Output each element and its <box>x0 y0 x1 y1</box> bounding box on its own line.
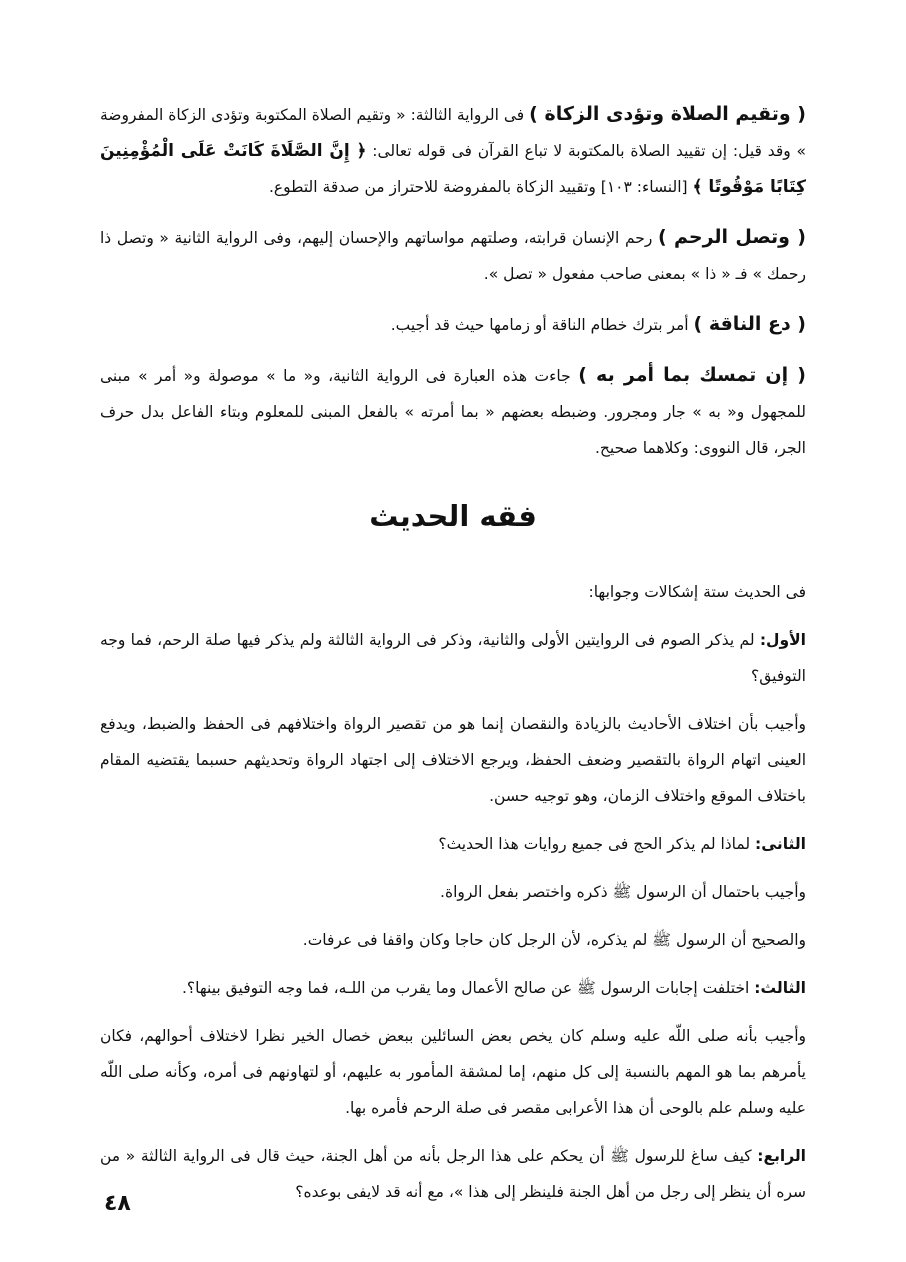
section-title: فقه الحديث <box>369 499 537 533</box>
paragraph-hold-fast <box>100 357 806 466</box>
term-hold-fast: ( إن تمسك بما أمر به ) <box>578 364 806 386</box>
second-label: الثانى: <box>755 835 806 853</box>
first-answer: وأجيب بأن اختلاف الأحاديث بالزيادة والنقصان إنما هو من تقصير الرواة واختلافهم فى الحفظ والضبط، ويدفع العينى اتهام الرواة بالتقصير وضعف الحفظ، ويرجع الاختلاف إلى اجتهاد الرواة وتحديثهم حسبما يقتضيه المقام باختلاف الموقع واختلاف الزمان، وهو توجيه حسن. <box>100 715 806 805</box>
third-question <box>100 970 806 1006</box>
paragraph-text: رحم الإنسان قرابته، وصلتهم مواساتهم والإحسان إليهم، وفى الرواية الثانية « وتصل ذا رحمك » فـ « ذا » بمعنى صاحب مفعول « تصل ». <box>100 229 806 283</box>
second-answer-1: وأجيب باحتمال أن الرسول ﷺ ذكره واختصر بفعل الرواة. <box>440 883 806 901</box>
paragraph-text: فى الرواية الثالثة: « وتقيم الصلاة المكتوبة وتؤدى الزكاة المفروضة » وقد قيل: إن تقييد الصلاة بالمكتوبة لا تباع القرآن فى قوله تعالى: <box>100 106 806 160</box>
third-label: الثالث: <box>754 979 806 997</box>
paragraph-text: [النساء: ١٠٣] وتقييد الزكاة بالمفروضة للاحتراز من صدقة التطوع. <box>268 178 693 196</box>
third-answer: وأجيب بأنه صلى اللّه عليه وسلم كان يخص بعض السائلين ببعض خصال الخير نظرا لاختلاف أحوالهم، فكان يأمرهم بما هو المهم بالنسبة إلى كل منهم، إما لمشقة المأمور به عليهم، أو لتهاونهم فى أمره، وكأنه صلى اللّه عليه وسلم علم بالوحى أن هذا الأعرابى مقصر فى صلة الرحم فأمره بها. <box>100 1027 806 1117</box>
paragraph-prayer-zakat <box>100 96 806 205</box>
second-question <box>100 826 806 862</box>
question-text: لم يذكر الصوم فى الروايتين الأولى والثانية، وذكر فى الرواية الثالثة ولم يذكر فيها صلة الرحم، فما وجه التوفيق؟ <box>100 631 806 685</box>
term-camel: ( دع الناقة ) <box>693 313 806 335</box>
question-text: لماذا لم يذكر الحج فى جميع روايات هذا الحديث؟ <box>438 835 756 853</box>
second-answer-2: والصحيح أن الرسول ﷺ لم يذكره، لأن الرجل كان حاجا وكان واقفا فى عرفات. <box>302 931 806 949</box>
question-text: اختلفت إجابات الرسول ﷺ عن صالح الأعمال وما يقرب من اللـه، فما وجه التوفيق بينها؟. <box>182 979 755 997</box>
quran-verse: ﴿ إِنَّ الصَّلَاةَ كَانَتْ عَلَى الْمُؤْمِنِينَ كِتَابًا مَوْقُوتًا ﴾ <box>100 141 806 197</box>
fourth-label: الرابع: <box>757 1147 806 1165</box>
term-prayer-zakat: ( وتقيم الصلاة وتؤدى الزكاة ) <box>529 103 806 125</box>
question-text: كيف ساغ للرسول ﷺ أن يحكم على هذا الرجل بأنه من أهل الجنة، حيث قال فى الرواية الثالثة « من سره أن ينظر إلى رجل من أهل الجنة فلينظر إلى هذا »، مع أنه قد لايفى بوعده؟ <box>100 1147 806 1201</box>
fiqh-intro: فى الحديث ستة إشكالات وجوابها: <box>588 583 806 601</box>
fourth-question <box>100 1138 806 1210</box>
paragraph-text: جاءت هذه العبارة فى الرواية الثانية، و« ما » موصولة و« أمر » مبنى للمجهول و« به » جار ومجرور. وضبطه بعضهم « بما أمرته » بالفعل المبنى للمعلوم وبتاء الفاعل بدل حرف الجر، قال النووى: وكلاهما صحيح. <box>100 367 806 457</box>
term-kinship: ( وتصل الرحم ) <box>658 226 806 248</box>
paragraph-text: أمر بترك خطام الناقة أو زمامها حيث قد أجيب. <box>390 316 694 334</box>
paragraph-camel <box>100 306 806 343</box>
first-question <box>100 622 806 694</box>
paragraph-kinship <box>100 219 806 292</box>
first-label: الأول: <box>759 631 806 649</box>
page-number: ٤٨ <box>104 1191 131 1216</box>
